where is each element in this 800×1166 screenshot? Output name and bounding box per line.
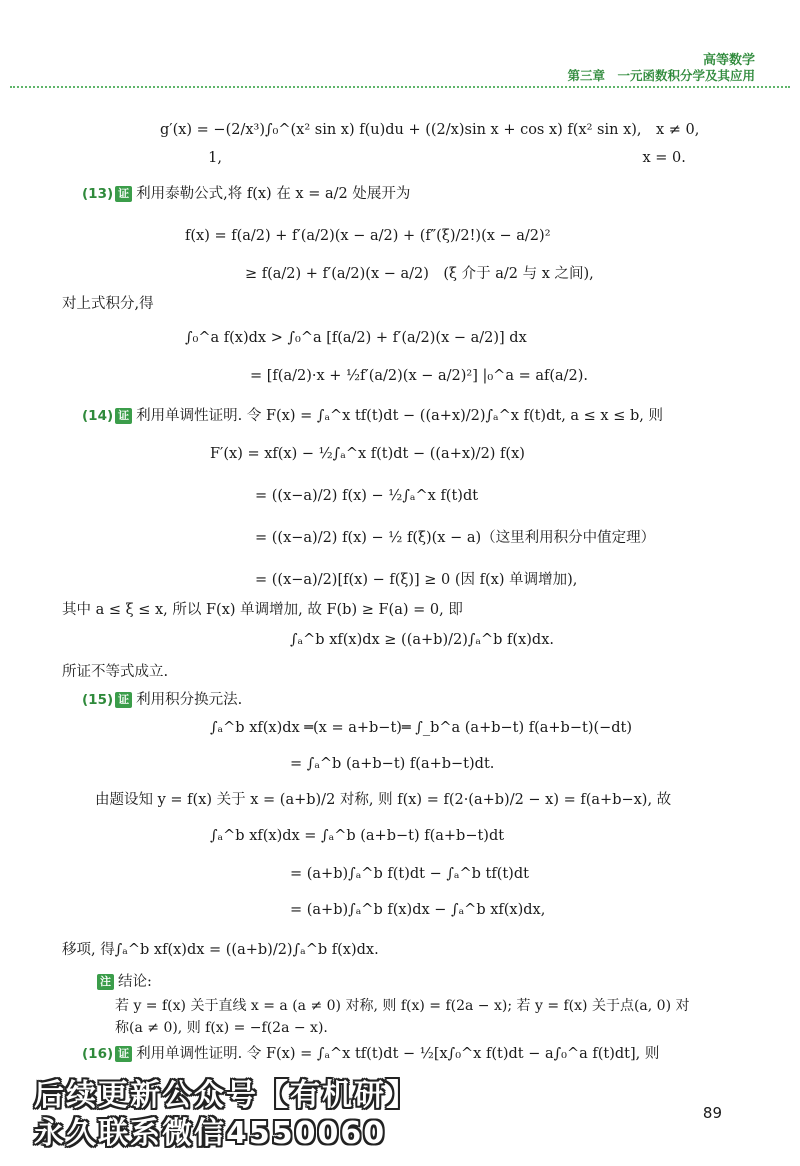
text-line: 其中 a ≤ ξ ≤ x, 所以 F(x) 单调增加, 故 F(b) ≥ F(a) = 0, 即 xyxy=(62,602,463,618)
problem-number: (15) xyxy=(82,692,114,708)
text-line: 若 y = f(x) 关于直线 x = a (a ≠ 0) 对称, 则 f(x) = f(2a − x); 若 y = f(x) 关于点(a, 0) 对 xyxy=(115,998,690,1014)
chapter-title: 第三章 一元函数积分学及其应用 xyxy=(567,68,755,83)
text-line: 对上式积分,得 xyxy=(62,296,154,312)
proof-badge: 证 xyxy=(115,692,132,708)
page-number: 89 xyxy=(702,1104,722,1122)
formula-line: = ((x−a)/2)[f(x) − f(ξ)] ≥ 0 (因 f(x) 单调增加), xyxy=(255,572,578,588)
book-title: 高等数学 xyxy=(702,53,755,68)
formula-line: = (a+b)∫ₐ^b f(x)dx − ∫ₐ^b xf(x)dx, xyxy=(290,902,546,918)
header-divider xyxy=(10,86,790,88)
problem-number: (16) xyxy=(82,1046,114,1062)
text: 利用泰勒公式,将 f(x) 在 x = a/2 处展开为 xyxy=(136,186,411,202)
watermark-line-1: 后续更新公众号【有机研】 xyxy=(34,1078,418,1113)
formula-line: = (a+b)∫ₐ^b f(t)dt − ∫ₐ^b tf(t)dt xyxy=(290,866,529,882)
problem-13 xyxy=(82,184,410,204)
text: 结论: xyxy=(118,974,152,990)
formula-line: ∫ₐ^b xf(x)dx ≥ ((a+b)/2)∫ₐ^b f(x)dx. xyxy=(290,632,554,648)
text: 利用单调性证明. 令 F(x) = ∫ₐ^x tf(t)dt − ½[x∫₀^x f(t)dt − a∫₀^a f(t)dt], 则 xyxy=(136,1046,660,1062)
formula-line: ≥ f(a/2) + f′(a/2)(x − a/2) (ξ 介于 a/2 与 x 之间), xyxy=(245,266,594,282)
formula-line: F′(x) = xf(x) − ½∫ₐ^x f(t)dt − ((a+x)/2) f(x) xyxy=(210,446,525,462)
formula-line: ∫₀^a f(x)dx > ∫₀^a [f(a/2) + f′(a/2)(x − a/2)] dx xyxy=(185,330,527,346)
problem-number: (13) xyxy=(82,186,114,202)
formula-line: = ((x−a)/2) f(x) − ½ f(ξ)(x − a)（这里利用积分中值定理） xyxy=(255,530,656,546)
text-line: 称(a ≠ 0), 则 f(x) = −f(2a − x). xyxy=(115,1020,328,1036)
problem-14 xyxy=(82,406,663,426)
proof-badge: 证 xyxy=(115,186,132,202)
formula-line: ∫ₐ^b xf(x)dx ═(x = a+b−t)═ ∫_b^a (a+b−t) f(a+b−t)(−dt) xyxy=(210,720,633,736)
formula-line: = ∫ₐ^b (a+b−t) f(a+b−t)dt. xyxy=(290,756,495,772)
formula-line: f(x) = f(a/2) + f′(a/2)(x − a/2) + (f″(ξ)/2!)(x − a/2)² xyxy=(185,228,551,244)
formula-line: = [f(a/2)·x + ½f′(a/2)(x − a/2)²] |₀^a = af(a/2). xyxy=(250,368,589,384)
proof-badge: 证 xyxy=(115,408,132,424)
formula-line: = ((x−a)/2) f(x) − ½∫ₐ^x f(t)dt xyxy=(255,488,479,504)
text-line: 所证不等式成立. xyxy=(62,664,169,680)
text: 利用单调性证明. 令 F(x) = ∫ₐ^x tf(t)dt − ((a+x)/2)∫ₐ^x f(t)dt, a ≤ x ≤ b, 则 xyxy=(136,408,663,424)
problem-16 xyxy=(82,1044,659,1064)
problem-15 xyxy=(82,690,242,710)
formula-line: 1, x = 0. xyxy=(160,150,686,166)
proof-badge: 证 xyxy=(115,1046,132,1062)
text-line: 由题设知 y = f(x) 关于 x = (a+b)/2 对称, 则 f(x) = f(2·(a+b)/2 − x) = f(a+b−x), 故 xyxy=(95,792,672,808)
problem-number: (14) xyxy=(82,408,114,424)
note-badge: 注 xyxy=(97,974,114,990)
formula-line: ∫ₐ^b xf(x)dx = ∫ₐ^b (a+b−t) f(a+b−t)dt xyxy=(210,828,505,844)
text-line: 移项, 得∫ₐ^b xf(x)dx = ((a+b)/2)∫ₐ^b f(x)dx. xyxy=(62,942,379,958)
watermark-line-2: 永久联系微信4550060 xyxy=(34,1116,387,1151)
formula-line: g′(x) = −(2/x³)∫₀^(x² sin x) f(u)du + ((2/x)sin x + cos x) f(x² sin x), x ≠ 0, xyxy=(160,122,700,138)
text: 利用积分换元法. xyxy=(136,692,243,708)
note-heading xyxy=(95,972,152,992)
